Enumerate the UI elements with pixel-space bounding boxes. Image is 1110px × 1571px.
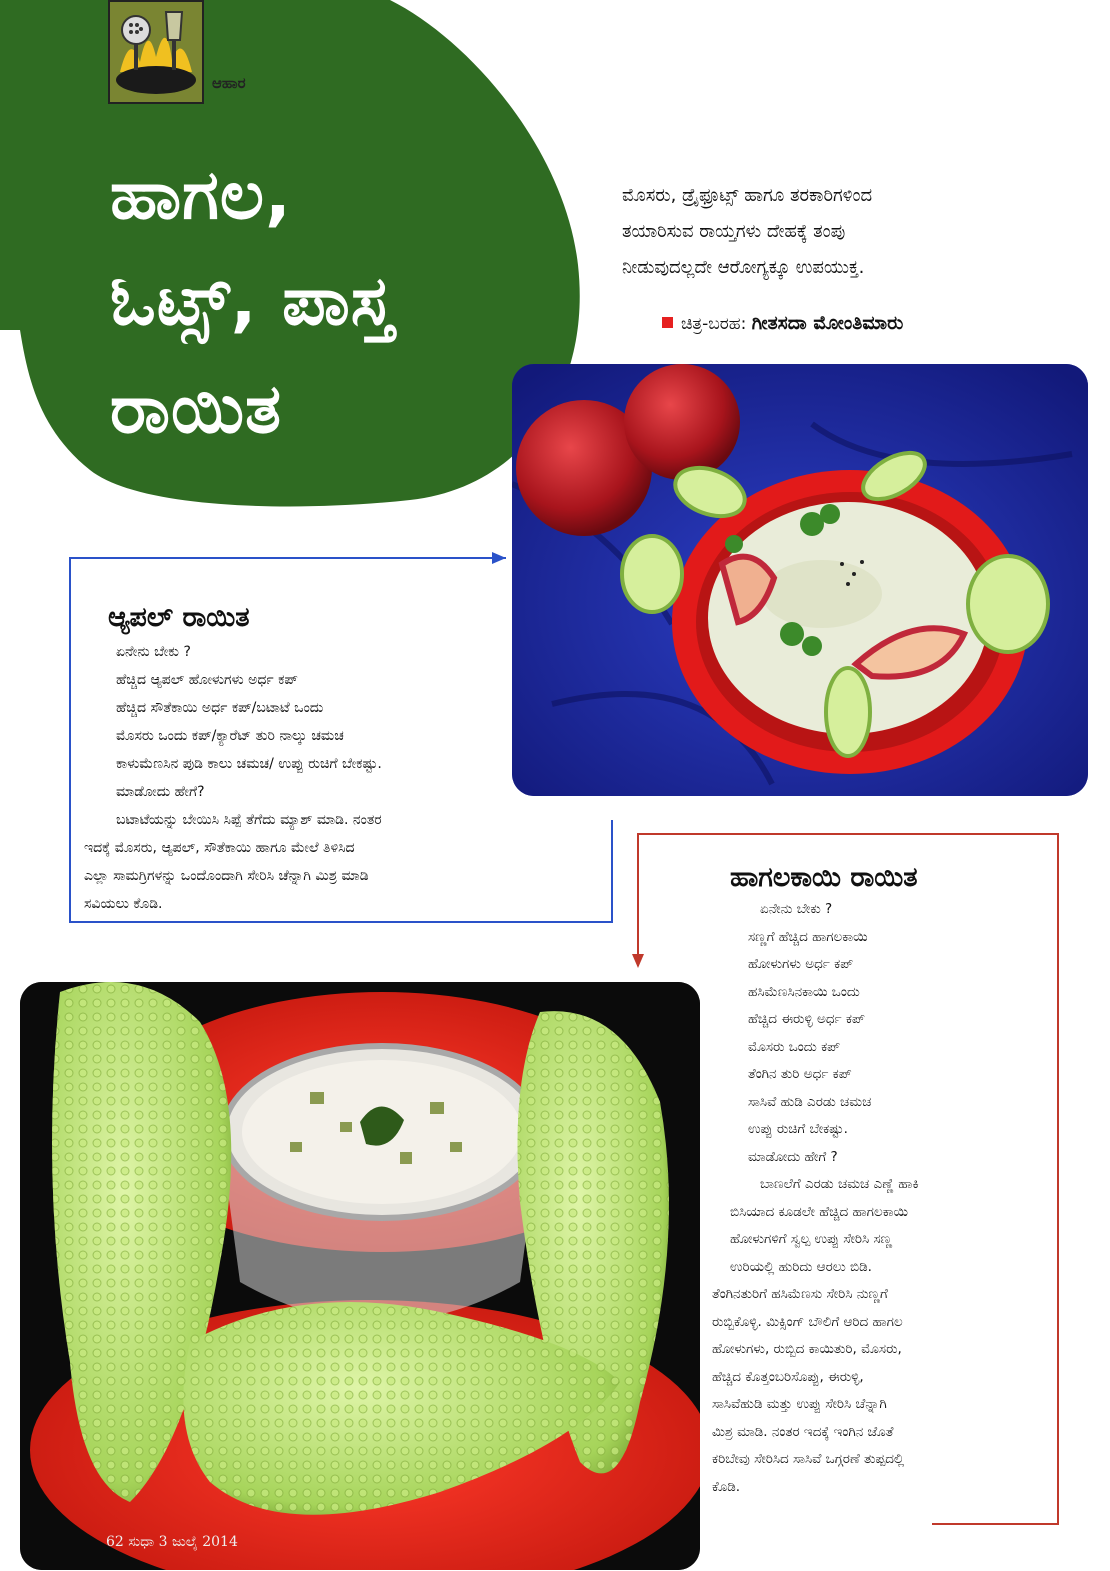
recipe-line: ಕೊಡಿ. [712, 1478, 741, 1495]
recipe-line: ಮಿಶ್ರ ಮಾಡಿ. ನಂತರ ಇದಕ್ಕೆ ಇಂಗಿನ ಜೊತೆ [712, 1423, 894, 1440]
recipe-line: ಹಸಿಮೆಣಸಿನಕಾಯಿ ಒಂದು [748, 983, 860, 1000]
arrow-down-icon [632, 954, 644, 968]
cooking-utensils-icon [110, 2, 202, 102]
section-label: ಆಹಾರ [212, 74, 246, 92]
recipe-line: ಸಾಸಿವೆ ಹುಡಿ ಎರಡು ಚಮಚ [748, 1093, 872, 1110]
recipe-line: ಉರಿಯಲ್ಲಿ ಹುರಿದು ಆರಲು ಬಿಡಿ. [730, 1258, 872, 1275]
author-credit [662, 312, 903, 334]
recipe-line: ಕರಿಬೇವು ಸೇರಿಸಿದ ಸಾಸಿವೆ ಒಗ್ಗರಣೆ ತುಪ್ಪದಲ್ಲಿ [712, 1451, 905, 1467]
apple-recipe [84, 604, 382, 918]
red-square-bullet-icon [662, 317, 673, 328]
recipe-line: ಏನೇನು ಬೇಕು ? [760, 901, 833, 917]
title-line-2: ಓಟ್ಸ್, ಪಾಸ್ತ [110, 262, 394, 341]
recipe-line: ಬಟಾಟೆಯನ್ನು ಬೇಯಿಸಿ ಸಿಪ್ಪೆ ತೆಗೆದು ಮ್ಯಾಶ್ ಮಾಡಿ. ನಂತರ [116, 812, 382, 828]
recipe-line: ಹೆಚ್ಚಿದ ಈರುಳ್ಳಿ ಅರ್ಧ ಕಪ್ [748, 1011, 865, 1027]
recipe-line: ಬಿಸಿಯಾದ ಕೂಡಲೇ ಹೆಚ್ಚಿದ ಹಾಗಲಕಾಯಿ [730, 1203, 909, 1220]
intro-line: ಮೊಸರು, ಡ್ರೈಫ್ರೂಟ್ಸ್ ಹಾಗೂ ತರಕಾರಿಗಳಿಂದ [622, 185, 873, 206]
recipe-line: ಸವಿಯಲು ಕೊಡಿ. [84, 896, 163, 912]
recipe-line: ಮಾಡೋದು ಹೇಗೆ? [116, 784, 205, 800]
recipe-line: ತೆಂಗಿನ ತುರಿ ಅರ್ಧ ಕಪ್ [748, 1066, 852, 1082]
recipe-line: ಹೋಳುಗಳು ಅರ್ಧ ಕಪ್ [748, 956, 854, 972]
recipe-title: ಹಾಗಲಕಾಯಿ ರಾಯಿತ [730, 862, 918, 893]
food-section-logo [108, 0, 204, 104]
recipe-title: ಆ್ಯಪಲ್ ರಾಯಿತ [108, 602, 250, 633]
recipe-line: ಉಪ್ಪು ರುಚಿಗೆ ಬೇಕಷ್ಟು. [748, 1121, 848, 1137]
intro-line: ನೀಡುವುದಲ್ಲದೇ ಆರೋಗ್ಯಕ್ಕೂ ಉಪಯುಕ್ತ. [622, 257, 865, 278]
recipe-line: ಮೊಸರು ಒಂದು ಕಪ್/ಕ್ಯಾರೆಟ್ ತುರಿ ನಾಲ್ಕು ಚಮಚ [116, 728, 344, 744]
recipe-line: ಹೆಚ್ಚಿದ ಆ್ಯಪಲ್ ಹೋಳುಗಳು ಅರ್ಧ ಕಪ್ [116, 672, 298, 688]
recipe-line: ಹೋಳುಗಳಿಗೆ ಸ್ವಲ್ಪ ಉಪ್ಪು ಸೇರಿಸಿ ಸಣ್ಣ [730, 1231, 893, 1247]
author-name: ಗೀತಸದಾ ಮೋಂತಿಮಾರು [751, 312, 904, 334]
intro-text [622, 178, 1042, 286]
credit-label: ಚಿತ್ರ-ಬರಹ: [681, 314, 747, 334]
recipe-line: ಏನೇನು ಬೇಕು ? [116, 644, 191, 660]
title-line-3: ರಾಯಿತ [110, 370, 283, 449]
arrow-right-icon [492, 552, 506, 564]
title-line-1: ಹಾಗಲ, [110, 156, 292, 235]
recipe-line: ಹೋಳುಗಳು, ರುಬ್ಬಿದ ಕಾಯಿತುರಿ, ಮೊಸರು, [712, 1341, 902, 1357]
bitter-gourd-raita-photo [20, 982, 700, 1570]
header-green-shape [0, 0, 600, 520]
recipe-line: ಹೆಚ್ಚಿದ ಕೊತ್ತಂಬರಿಸೊಪ್ಪು, ಈರುಳ್ಳಿ, [712, 1368, 864, 1385]
bitter-gourd-recipe [712, 862, 919, 1501]
recipe-line: ಎಲ್ಲಾ ಸಾಮಗ್ರಿಗಳನ್ನು ಒಂದೊಂದಾಗಿ ಸೇರಿಸಿ ಚೆನ್ನಾಗಿ ಮಿಶ್ರ ಮಾಡಿ [84, 868, 369, 884]
recipe-line: ಮೊಸರು ಒಂದು ಕಪ್ [748, 1038, 841, 1055]
intro-line: ತಯಾರಿಸುವ ರಾಯ್ತಗಳು ದೇಹಕ್ಕೆ ತಂಪು [622, 221, 846, 242]
page-footer: 62 ಸುಧಾ 3 ಜುಲೈ 2014 [106, 1534, 238, 1550]
recipe-line: ಕಾಳುಮೆಣಸಿನ ಪುಡಿ ಕಾಲು ಚಮಚ/ ಉಪ್ಪು ರುಚಿಗೆ ಬೇಕಷ್ಟು. [116, 756, 382, 772]
recipe-line: ಸಾಸಿವೆಹುಡಿ ಮತ್ತು ಉಪ್ಪು ಸೇರಿಸಿ ಚೆನ್ನಾಗಿ [712, 1396, 887, 1412]
recipe-line: ಹೆಚ್ಚಿದ ಸೌತೆಕಾಯಿ ಅರ್ಧ ಕಪ್/ಬಟಾಟೆ ಒಂದು [116, 700, 324, 716]
recipe-line: ಇದಕ್ಕೆ ಮೊಸರು, ಆ್ಯಪಲ್, ಸೌತೆಕಾಯಿ ಹಾಗೂ ಮೇಲೆ ತಿಳಿಸಿದ [84, 840, 355, 856]
recipe-line: ರುಬ್ಬಿಕೊಳ್ಳಿ. ಮಿಕ್ಸಿಂಗ್ ಬೌಲಿಗೆ ಆರಿದ ಹಾಗಲ [712, 1313, 903, 1330]
recipe-line: ಬಾಣಲೆಗೆ ಎರಡು ಚಮಚ ಎಣ್ಣೆ ಹಾಕಿ [760, 1176, 919, 1192]
recipe-line: ಮಾಡೋದು ಹೇಗೆ ? [748, 1148, 838, 1165]
recipe-line: ತೆಂಗಿನತುರಿಗೆ ಹಸಿಮೆಣಸು ಸೇರಿಸಿ ನುಣ್ಣಗೆ [712, 1286, 888, 1302]
recipe-line: ಸಣ್ಣಗೆ ಹೆಚ್ಚಿದ ಹಾಗಲಕಾಯಿ [748, 928, 868, 945]
